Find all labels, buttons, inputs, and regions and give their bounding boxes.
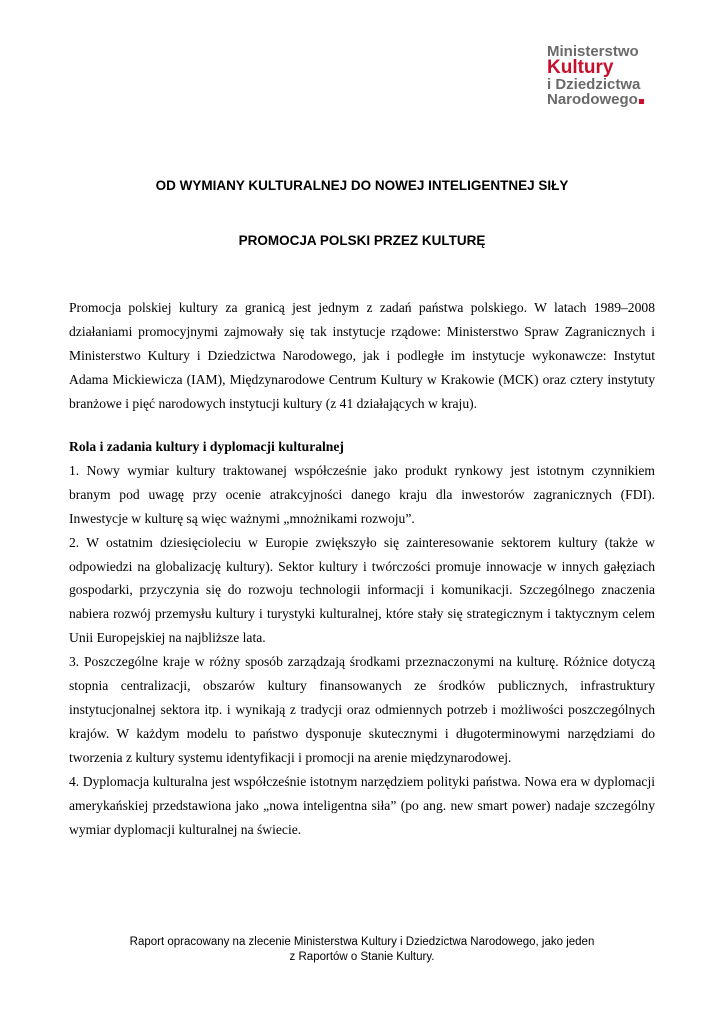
page-footer [0,935,724,965]
intro-paragraph-block [69,296,655,416]
section-point-2: 2. W ostatnim dziesięcioleciu w Europie zwiększyło się zainteresowanie sektorem kultury (także w odpowiedzi na globalizację kultury). Sektor kultury i twórczości promuje innowacje w innych gałęziach gospodarki, przyczynia się do rozwoju technologii informacji i komunikacji. Szczególnego znaczenia nabiera rozwój przemysłu kultury i turystyki kulturalnej, które stały się strategicznym i taktycznym celem Unii Europejskiej na najbliższe lata. [69,534,655,646]
intro-paragraph: Promocja polskiej kultury za granicą jest jednym z zadań państwa polskiego. W latach 1989–2008 działaniami promocyjnymi zajmowały się tak instytucje rządowe: Ministerstwo Spraw Zagranicznych i Ministerstwo Kultury i Dziedzictwa Narodowego, jak i podległe im instytucje wykonawcze: Instytut Adama Mickiewicza (IAM), Międzynarodowe Centrum Kultury w Krakowie (MCK) oraz cztery instytuty branżowe i pięć narodowych instytucji kultury (z 41 działających w kraju). [69,300,655,411]
document-title: OD WYMIANY KULTURALNEJ DO NOWEJ INTELIGENTNEJ SIŁY [155,178,569,193]
ministry-logo [547,44,644,107]
footer-line-2: z Raportów o Stanie Kultury. [289,951,435,963]
section-block [69,435,655,841]
section-point-4: 4. Dyplomacja kulturalna jest współcześnie istotnym narzędziem polityki państwa. Nowa era w dyplomacji amerykańskiej przedstawiona jako „nowa inteligentna siła” (po ang. new smart power) nadaje szczególny wymiar dyplomacji kulturalnej na świecie. [69,773,655,837]
document-subtitle: PROMOCJA POLSKI PRZEZ KULTURĘ [238,233,486,248]
section-point-1: 1. Nowy wymiar kultury traktowanej współcześnie jako produkt rynkowy jest istotnym czynnikiem branym pod uwagę przy ocenie atrakcyjności danego kraju dla inwestorów zagranicznych (FDI). Inwestycje w kulturę są więc ważnymi „mnożnikami rozwoju”. [69,462,655,526]
logo-dot-icon [639,99,644,104]
footer-line-1: Raport opracowany na zlecenie Ministerstwa Kultury i Dziedzictwa Narodowego, jako jeden [129,936,595,948]
section-point-3: 3. Poszczególne kraje w różny sposób zarządzają środkami przeznaczonymi na kulturę. Różnice dotyczą stopnia centralizacji, obszarów kultury finansowanych ze środków publicznych, infrastruktury instytucjonalnej sektora itp. i wynikają z tradycji oraz odmiennych potrzeb i możliwości poszczególnych krajów. W każdym modelu to państwo dysponuje skutecznymi i długoterminowymi narzędziami do tworzenia z kultury systemu identyfikacji i promocji na arenie międzynarodowej. [69,654,655,765]
logo-line-2: Kultury [547,57,614,78]
section-heading: Rola i zadania kultury i dyplomacji kulturalnej [69,439,344,454]
logo-line-3: i Dziedzictwa [547,76,641,93]
logo-line-4-text: Narodowego [547,91,638,108]
logo-line-1: Ministerstwo [547,43,639,60]
logo-line-4 [547,92,644,107]
